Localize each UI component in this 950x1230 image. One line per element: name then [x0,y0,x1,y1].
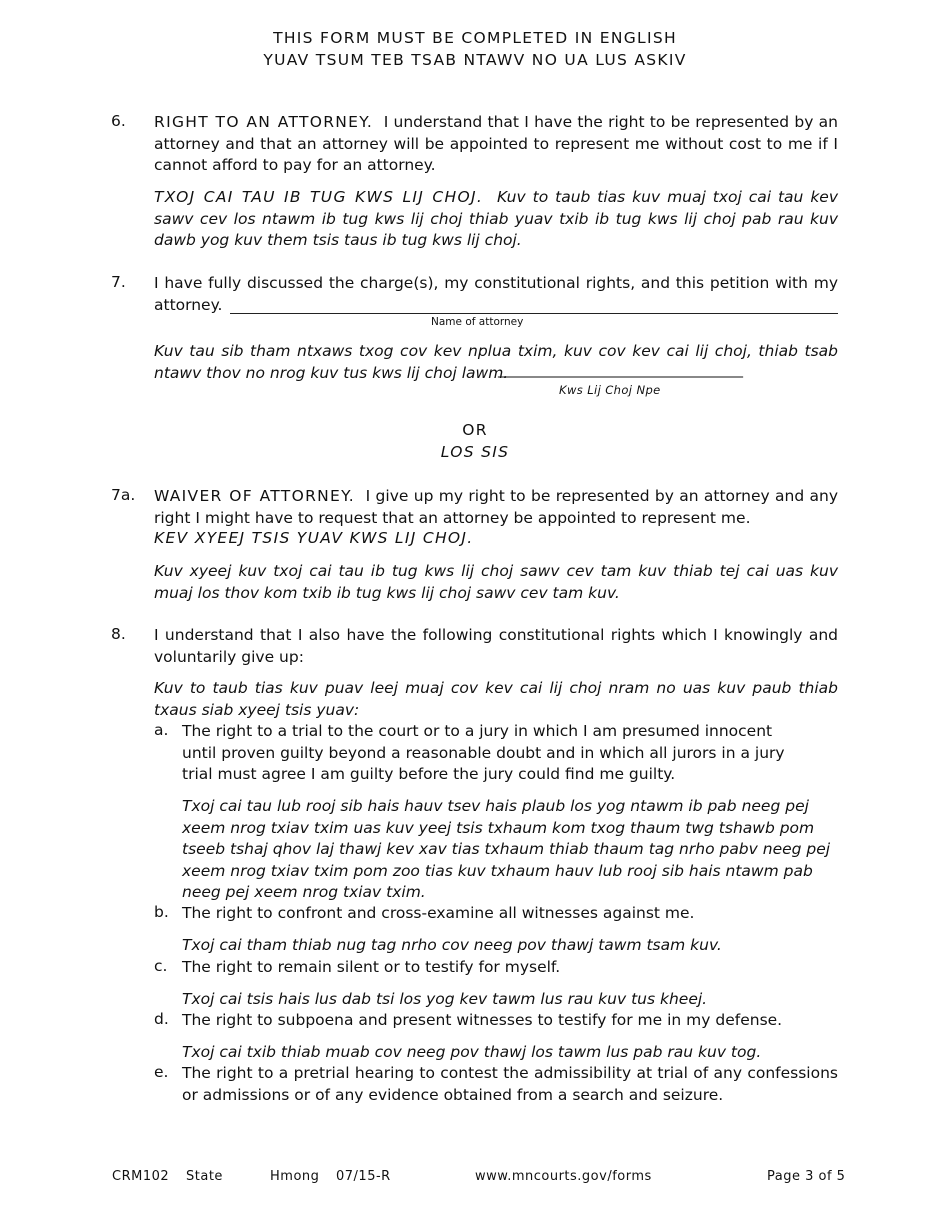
item-8-text: I understand that I also have the following constitutional rights which I knowingly and voluntarily give up: [154,626,838,666]
item-8d-hmong: Txoj cai txib thiab muab cov neeg pov thawj los tawm lus pab rau kuv tog. [182,1043,762,1061]
item-8c-letter: c. [154,957,168,975]
footer-language: Hmong [270,1169,320,1184]
item-8a-letter: a. [154,721,169,739]
item-7a-text: I give up my right to be represented by an attorney and any right I might have to request that an attorney be appointed to represent me. [154,487,838,527]
item-6-english [154,112,838,177]
item-6-number: 6. [111,112,126,130]
item-6-hmong-heading: TXOJ CAI TAU IB TUG KWS LIJ CHOJ. [154,188,484,206]
item-8b-text: The right to confront and cross-examine all witnesses against me. [182,904,695,922]
or-separator-en: OR [462,421,488,439]
attorney-name-field[interactable] [230,313,838,314]
item-7-text: I have fully discussed the charge(s), my constitutional rights, and this petition with my attorney. [154,274,838,314]
item-7a-hmong-heading: KEV XYEEJ TSIS YUAV KWS LIJ CHOJ. [154,529,474,547]
item-8d-text: The right to subpoena and present witnesses to testify for me in my defense. [182,1011,783,1029]
item-8e-text: The right to a pretrial hearing to contest the admissibility at trial of any confessions or admissions or of any evidence obtained from a search and seizure. [182,1064,838,1104]
item-8e-letter: e. [154,1063,169,1081]
item-6-heading: RIGHT TO AN ATTORNEY. [154,113,374,131]
item-8b-letter: b. [154,903,169,921]
item-8d-letter: d. [154,1010,169,1028]
header-english: THIS FORM MUST BE COMPLETED IN ENGLISH [273,29,677,47]
footer-revision: 07/15-R [336,1169,391,1184]
or-separator-hmong: LOS SIS [440,443,510,461]
attorney-name-caption-hmong: Kws Lij Choj Npe [559,383,661,397]
item-8c-text: The right to remain silent or to testify for myself. [182,958,561,976]
item-6-text: I understand that I have the right to be represented by an attorney and that an attorney will be appointed to represent me without cost to me if I cannot afford to pay for an attorney. [154,113,839,174]
item-8-hmong-text: Kuv to taub tias kuv puav leej muaj cov kev cai lij choj nram no uas kuv paub thiab txaus siab xyeej tsis yuav: [154,679,838,719]
item-7-hmong-text: Kuv tau sib tham ntxaws txog cov kev nplua txim, kuv cov kev cai lij choj, thiab tsab ntawv thov no nrog kuv tus kws lij choj lawm. [154,342,838,382]
item-7-number: 7. [111,273,126,291]
item-6-hmong [154,187,838,252]
footer-page-number: Page 3 of 5 [767,1169,846,1184]
item-7a-english [154,486,838,529]
footer-jurisdiction: State [186,1169,223,1184]
attorney-name-caption: Name of attorney [431,316,524,328]
item-8a-text: The right to a trial to the court or to a jury in which I am presumed innocent until proven guilty beyond a reasonable doubt and in which all jurors in a jury trial must agree I am guilty before the jury could find me guilty. [182,722,785,783]
footer-url-link[interactable]: www.mncourts.gov/forms [475,1169,652,1184]
item-8b-hmong: Txoj cai tham thiab nug tag nrho cov neeg pov thawj tawm tsam kuv. [182,936,722,954]
item-8c-hmong: Txoj cai tsis hais lus dab tsi los yog kev tawm lus rau kuv tus kheej. [182,990,708,1008]
item-8a-hmong: Txoj cai tau lub rooj sib hais hauv tsev hais plaub los yog ntawm ib pab neeg pej xeem nrog txiav txim uas kuv yeej tsis txhaum kom txog thaum twg tshawb pom tseeb tshaj qhov laj thawj kev xav tias txhaum thiab thaum tag nrho pabv neeg pej xeem nrog txiav txim pom zoo tias kuv txhaum hauv lub rooj sib hais ntawm pab neeg pej xeem nrog txiav txim. [182,797,831,901]
item-8-number: 8. [111,625,126,643]
item-7a-heading: WAIVER OF ATTORNEY. [154,487,355,505]
item-7a-number: 7a. [111,486,136,504]
form-header [0,27,950,71]
item-6-hmong-text: Kuv to taub tias kuv muaj txoj cai tau kev sawv cev los ntawm ib tug kws lij choj thiab yuav txib ib tug kws lij choj pab rau kuv dawb yog kuv them tsis taus ib tug kws lij choj. [154,188,839,249]
footer-form-code: CRM102 [112,1169,170,1184]
header-hmong: YUAV TSUM TEB TSAB NTAWV NO UA LUS ASKIV [263,51,687,69]
item-7a-hmong-text: Kuv xyeej kuv txoj cai tau ib tug kws lij choj sawv cev tam kuv thiab tej cai uas kuv muaj los thov kom txib ib tug kws lij choj sawv cev tam kuv. [154,562,838,602]
attorney-name-blank-hmong: ___________________________________ [498,362,743,378]
